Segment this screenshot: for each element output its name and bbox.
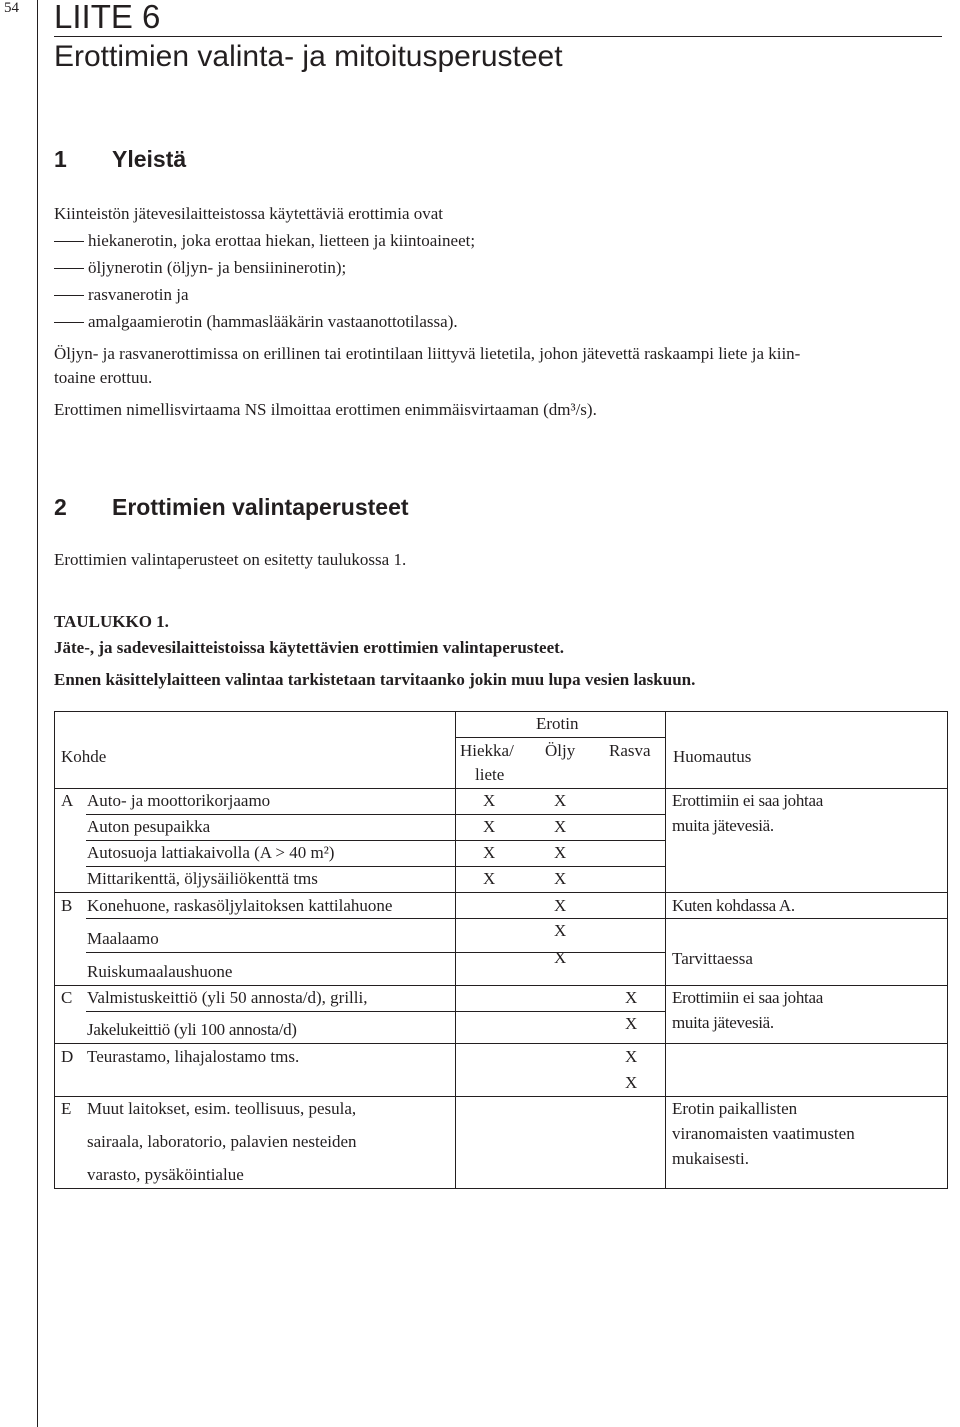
dash-bullet bbox=[54, 268, 84, 269]
header-kohde: Kohde bbox=[61, 747, 107, 766]
row-divider bbox=[86, 918, 948, 919]
table-border-bottom bbox=[54, 1188, 948, 1189]
table-row-label: sairaala, laboratorio, palavien nesteiden bbox=[87, 1132, 357, 1151]
note-e-line: mukaisesti. bbox=[672, 1149, 749, 1168]
row-divider bbox=[86, 840, 666, 841]
mark-oljy: X bbox=[554, 896, 567, 915]
list-item: öljynerotin (öljyn- ja bensiininerotin); bbox=[88, 258, 347, 277]
table-border-right bbox=[947, 711, 948, 1189]
mark-hiekka: X bbox=[483, 791, 496, 810]
mark-oljy: X bbox=[554, 869, 567, 888]
note-b-line: Tarvittaessa bbox=[672, 949, 753, 968]
dash-bullet bbox=[54, 241, 84, 242]
paragraph-line: Öljyn- ja rasvanerottimissa on erillinen tai erotintilaan liittyvä lietetila, johon jätevettä raskaampi liete ja kiin- bbox=[54, 344, 801, 363]
mark-rasva: X bbox=[625, 988, 638, 1007]
row-divider bbox=[86, 814, 666, 815]
note-c-line: Erottimiin ei saa johtaa bbox=[672, 988, 823, 1007]
section2-text: Erottimien valintaperusteet on esitetty taulukossa 1. bbox=[54, 550, 407, 569]
paragraph: Erottimen nimellisvirtaama NS ilmoittaa erottimen enimmäisvirtaaman (dm³/s). bbox=[54, 400, 597, 419]
header-bottom-divider bbox=[54, 788, 948, 789]
note-a-line: Erottimiin ei saa johtaa bbox=[672, 791, 823, 810]
list-item: rasvanerotin ja bbox=[88, 285, 189, 304]
group-letter-d: D bbox=[61, 1047, 74, 1066]
erotin-header-divider bbox=[455, 737, 666, 738]
header-oljy: Öljy bbox=[545, 741, 576, 760]
section1-heading: Yleistä bbox=[112, 146, 187, 172]
mark-oljy: X bbox=[554, 791, 567, 810]
group-letter-a: A bbox=[61, 791, 74, 810]
group-divider bbox=[54, 1096, 948, 1097]
dash-bullet bbox=[54, 322, 84, 323]
note-c-line: muita jätevesiä. bbox=[672, 1013, 774, 1032]
margin-rule bbox=[37, 0, 38, 1427]
note-e-line: Erotin paikallisten bbox=[672, 1099, 798, 1118]
table-row-label: Jakelukeittiö (yli 100 annosta/d) bbox=[87, 1020, 297, 1039]
row-divider bbox=[86, 952, 666, 953]
list-item: amalgaamierotin (hammaslääkärin vastaanottotilassa). bbox=[88, 312, 458, 331]
header-hiekka: Hiekka/ bbox=[460, 741, 514, 760]
table-row-label: Maalaamo bbox=[87, 929, 159, 948]
table-row-label: Ruiskumaalaushuone bbox=[87, 962, 233, 981]
mark-hiekka: X bbox=[483, 843, 496, 862]
mark-hiekka: X bbox=[483, 869, 496, 888]
list-item: hiekanerotin, joka erottaa hiekan, lietteen ja kiintoaineet; bbox=[88, 231, 476, 250]
section1-intro: Kiinteistön jätevesilaitteistossa käytettäviä erottimia ovat bbox=[54, 204, 444, 223]
header-liete: liete bbox=[475, 765, 505, 784]
table-border-left bbox=[54, 711, 55, 1189]
page-number: 54 bbox=[4, 0, 19, 16]
table-caption-line: Ennen käsittelylaitteen valintaa tarkistetaan tarvitaanko jokin muu lupa vesien laskuun. bbox=[54, 670, 696, 689]
row-divider bbox=[86, 1011, 666, 1012]
header-rasva: Rasva bbox=[609, 741, 651, 760]
table-row-label: Konehuone, raskasöljylaitoksen kattilahuone bbox=[87, 896, 393, 915]
section2-heading: Erottimien valintaperusteet bbox=[112, 494, 409, 520]
appendix-title: LIITE 6 bbox=[54, 0, 161, 35]
mark-oljy: X bbox=[554, 817, 567, 836]
dash-bullet bbox=[54, 295, 84, 296]
group-divider bbox=[54, 985, 948, 986]
table-row-label: Autosuoja lattiakaivolla (A > 40 m²) bbox=[87, 843, 335, 862]
column-divider bbox=[455, 711, 456, 1189]
table-row-label: Muut laitokset, esim. teollisuus, pesula, bbox=[87, 1099, 357, 1118]
mark-oljy: X bbox=[554, 948, 567, 967]
mark-oljy: X bbox=[554, 921, 567, 940]
table-row-label: Valmistuskeittiö (yli 50 annosta/d), grilli, bbox=[87, 988, 368, 1007]
title-rule bbox=[54, 36, 942, 37]
section1-number: 1 bbox=[54, 146, 67, 172]
group-letter-e: E bbox=[61, 1099, 72, 1118]
table-row-label: Mittarikenttä, öljysäiliökenttä tms bbox=[87, 869, 318, 888]
header-huomautus: Huomautus bbox=[673, 747, 752, 766]
mark-rasva: X bbox=[625, 1073, 638, 1092]
table-border-top bbox=[54, 711, 948, 712]
table-row-label: varasto, pysäköintialue bbox=[87, 1165, 244, 1184]
row-divider bbox=[86, 866, 666, 867]
column-divider bbox=[665, 711, 666, 1189]
group-divider bbox=[54, 1043, 948, 1044]
note-e-line: viranomaisten vaatimusten bbox=[672, 1124, 855, 1143]
group-letter-c: C bbox=[61, 988, 73, 1007]
table-row-label: Auto- ja moottorikorjaamo bbox=[87, 791, 271, 810]
header-erotin: Erotin bbox=[536, 714, 579, 733]
mark-rasva: X bbox=[625, 1014, 638, 1033]
table-row-label: Auton pesupaikka bbox=[87, 817, 211, 836]
mark-rasva: X bbox=[625, 1047, 638, 1066]
group-letter-b: B bbox=[61, 896, 73, 915]
note-a-line: muita jätevesiä. bbox=[672, 816, 774, 835]
table-row-label: Teurastamo, lihajalostamo tms. bbox=[87, 1047, 300, 1066]
appendix-subtitle: Erottimien valinta- ja mitoitusperusteet bbox=[54, 40, 563, 73]
table-caption-label: TAULUKKO 1. bbox=[54, 612, 169, 631]
table-caption-line: Jäte-, ja sadevesilaitteistoissa käytettävien erottimien valintaperusteet. bbox=[54, 638, 565, 657]
paragraph-line: toaine erottuu. bbox=[54, 368, 153, 387]
group-divider bbox=[54, 892, 948, 893]
note-b-line: Kuten kohdassa A. bbox=[672, 896, 795, 915]
section2-number: 2 bbox=[54, 494, 67, 520]
mark-oljy: X bbox=[554, 843, 567, 862]
mark-hiekka: X bbox=[483, 817, 496, 836]
